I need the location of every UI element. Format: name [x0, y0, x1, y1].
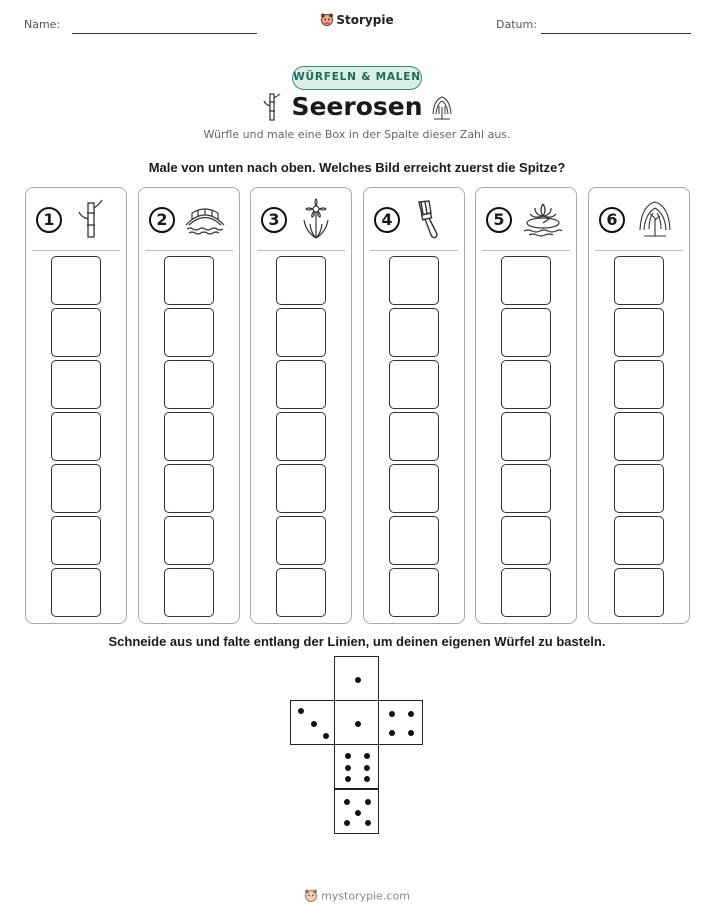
color-box[interactable] — [389, 360, 439, 409]
color-box[interactable] — [164, 308, 214, 357]
color-box[interactable] — [276, 412, 326, 461]
column-3 — [250, 187, 352, 624]
category-badge: WÜRFELN & MALEN — [292, 66, 422, 90]
pip — [323, 733, 329, 739]
color-box[interactable] — [614, 360, 664, 409]
pip — [408, 711, 414, 717]
color-box[interactable] — [276, 568, 326, 617]
storypie-logo-icon — [320, 12, 334, 29]
date-label: Datum: — [496, 18, 537, 31]
pip — [389, 711, 395, 717]
color-box[interactable] — [389, 516, 439, 565]
color-box[interactable] — [501, 412, 551, 461]
color-box[interactable] — [276, 516, 326, 565]
color-box[interactable] — [614, 516, 664, 565]
column-number: 3 — [261, 207, 287, 233]
color-box[interactable] — [51, 256, 101, 305]
color-box[interactable] — [501, 568, 551, 617]
pip — [345, 753, 351, 759]
bridge-icon — [184, 198, 226, 245]
color-box[interactable] — [164, 360, 214, 409]
brand-name: Storypie — [336, 13, 394, 27]
color-box[interactable] — [276, 256, 326, 305]
name-label: Name: — [24, 18, 61, 31]
color-box[interactable] — [614, 464, 664, 513]
color-box[interactable] — [501, 464, 551, 513]
dice-face-center — [334, 700, 379, 745]
column-5 — [475, 187, 577, 624]
dice-face-top — [334, 656, 379, 701]
pip — [389, 730, 395, 736]
pip — [311, 721, 317, 727]
storypie-logo-icon — [304, 888, 318, 905]
color-box[interactable] — [164, 516, 214, 565]
color-box[interactable] — [389, 412, 439, 461]
color-box[interactable] — [51, 568, 101, 617]
color-box[interactable] — [51, 308, 101, 357]
pip — [355, 721, 361, 727]
dice-instruction: Schneide aus und falte entlang der Linien, um deinen eigenen Würfel zu basteln. — [108, 634, 606, 649]
dice-face-left — [290, 700, 335, 745]
color-box[interactable] — [276, 308, 326, 357]
color-box[interactable] — [164, 412, 214, 461]
pip — [345, 776, 351, 782]
paintbrush-icon — [409, 198, 449, 247]
subtitle: Würfle und male eine Box in der Spalte dieser Zahl aus. — [203, 128, 511, 141]
color-box[interactable] — [164, 568, 214, 617]
color-box[interactable] — [51, 360, 101, 409]
column-6 — [588, 187, 690, 624]
color-box[interactable] — [501, 308, 551, 357]
pip — [344, 820, 350, 826]
color-box[interactable] — [614, 308, 664, 357]
column-number: 5 — [486, 207, 512, 233]
water-lily-icon — [521, 198, 565, 245]
color-box[interactable] — [164, 256, 214, 305]
bamboo-icon — [71, 198, 111, 245]
dice-face-right — [378, 700, 423, 745]
pip — [298, 708, 304, 714]
pip — [408, 730, 414, 736]
column-number: 4 — [374, 207, 400, 233]
color-box[interactable] — [501, 256, 551, 305]
column-number: 6 — [599, 207, 625, 233]
color-box[interactable] — [614, 412, 664, 461]
pip — [364, 776, 370, 782]
color-box[interactable] — [389, 464, 439, 513]
name-line[interactable] — [72, 33, 257, 34]
brand — [0, 12, 714, 29]
color-box[interactable] — [276, 360, 326, 409]
column-1 — [25, 187, 127, 624]
column-number: 1 — [36, 207, 62, 233]
title-willow-icon — [428, 92, 456, 125]
color-box[interactable] — [389, 568, 439, 617]
pip — [365, 820, 371, 826]
dice-face-lower — [334, 744, 379, 789]
pip — [344, 799, 350, 805]
pip — [364, 753, 370, 759]
column-number: 2 — [149, 207, 175, 233]
color-box[interactable] — [51, 412, 101, 461]
instruction: Male von unten nach oben. Welches Bild erreicht zuerst die Spitze? — [148, 160, 566, 175]
color-box[interactable] — [51, 516, 101, 565]
color-box[interactable] — [614, 256, 664, 305]
color-box[interactable] — [389, 308, 439, 357]
willow-tree-icon — [634, 198, 676, 245]
color-box[interactable] — [501, 516, 551, 565]
color-box[interactable] — [389, 256, 439, 305]
color-box[interactable] — [164, 464, 214, 513]
pip — [345, 765, 351, 771]
page-title: Seerosen — [291, 92, 423, 121]
column-4 — [363, 187, 465, 624]
color-box[interactable] — [501, 360, 551, 409]
pip — [365, 799, 371, 805]
date-line[interactable] — [541, 33, 691, 34]
color-box[interactable] — [51, 464, 101, 513]
column-2 — [138, 187, 240, 624]
footer-url[interactable]: mystorypie.com — [321, 889, 410, 903]
color-box[interactable] — [276, 464, 326, 513]
pip — [355, 810, 361, 816]
pip — [355, 677, 361, 683]
pip — [364, 765, 370, 771]
color-box[interactable] — [614, 568, 664, 617]
dice-face-bottom — [334, 789, 379, 834]
footer — [0, 888, 714, 905]
flower-icon — [296, 198, 336, 247]
